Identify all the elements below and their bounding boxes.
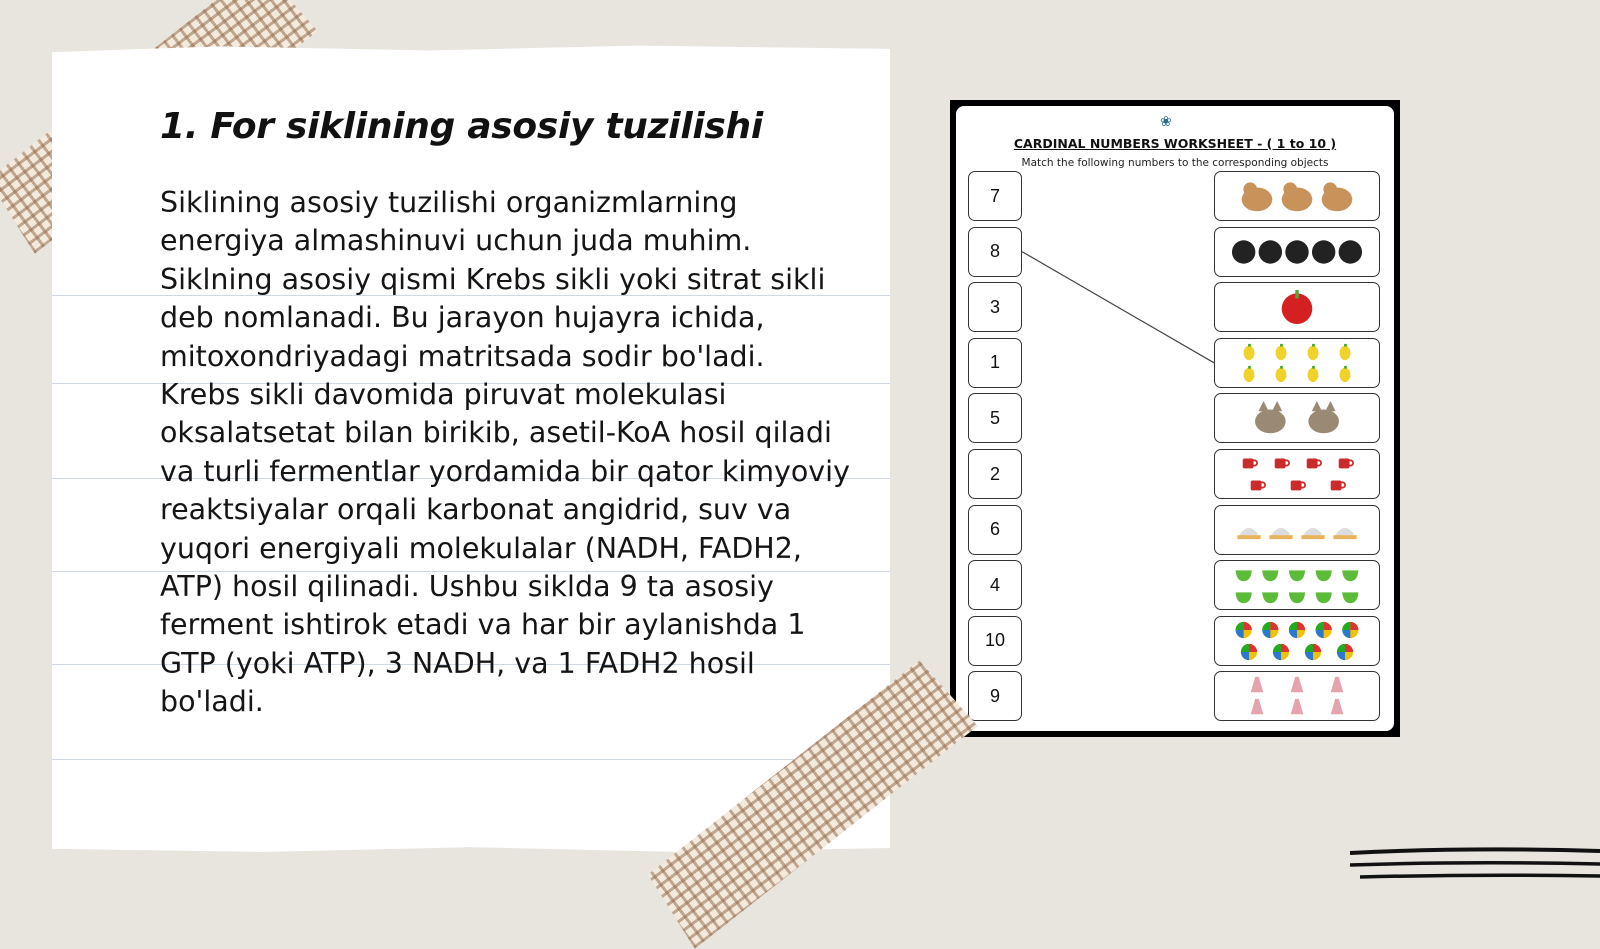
number-box-10: 10 — [968, 616, 1022, 666]
worksheet-image — [950, 100, 1400, 737]
number-box-9: 9 — [968, 671, 1022, 721]
number-box-4: 4 — [968, 560, 1022, 610]
number-box-7: 7 — [968, 171, 1022, 221]
match-line — [956, 106, 1394, 731]
worksheet-logo-icon: ❀ — [1160, 114, 1172, 130]
number-box-3: 3 — [968, 282, 1022, 332]
number-box-8: 8 — [968, 227, 1022, 277]
number-box-6: 6 — [968, 505, 1022, 555]
number-box-2: 2 — [968, 449, 1022, 499]
worksheet-sheet — [956, 106, 1394, 731]
worksheet-subtitle: Match the following numbers to the corresponding objects — [1021, 157, 1329, 169]
slide-body-text: Siklining asosiy tuzilishi organizmlarning energiya almashinuvi uchun juda muhim. Siklning asosiy qismi Krebs sikli yoki sitrat sikli deb nomlanadi. Bu jarayon hujayra ichida, mitoxondriyadagi matritsada sodir bo'ladi. Krebs sikli davomida piruvat molekulasi oksalatsetat bilan birikib, asetil-KoA hosil qiladi va turli fermentlar yordamida bir qator kimyoviy reaktsiyalar orqali karbonat angidrid, suv va yuqori energiyali molekulalar (NADH, FADH2, ATP) hosil qilinadi. Ushbu siklda 9 ta asosiy ferment ishtirok etadi va har bir aylanishda 1 GTP (yoki ATP), 3 NADH, va 1 FADH2 hosil bo'ladi. — [160, 186, 850, 719]
brush-stroke-decoration — [1350, 845, 1600, 890]
slide-title: 1. For siklining asosiy tuzilishi — [160, 106, 763, 147]
number-box-5: 5 — [968, 393, 1022, 443]
number-box-1: 1 — [968, 338, 1022, 388]
worksheet-title: CARDINAL NUMBERS WORKSHEET - ( 1 to 10 ) — [1013, 136, 1337, 151]
